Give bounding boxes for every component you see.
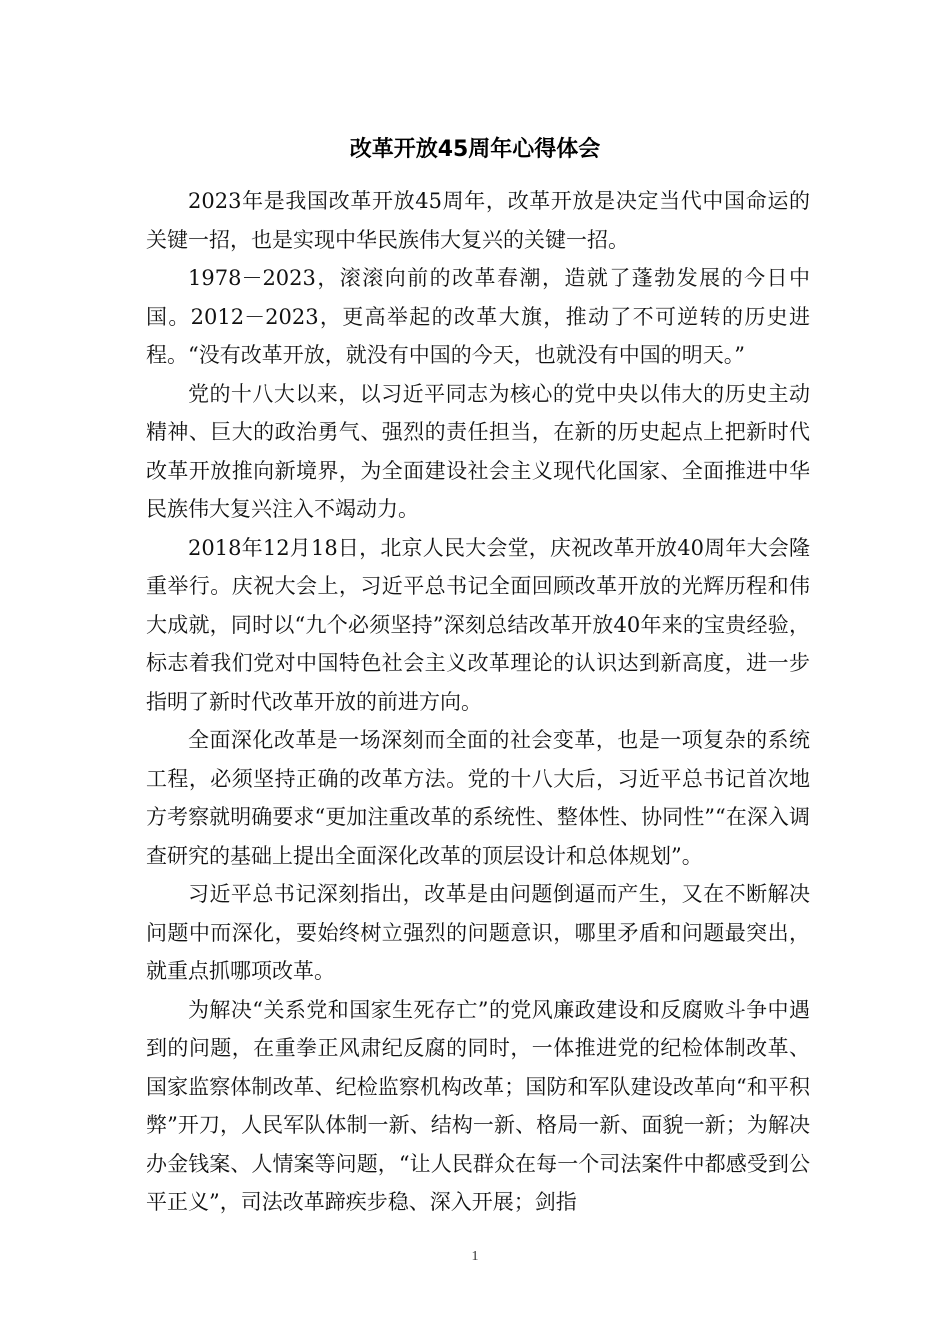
document-body	[146, 182, 810, 1222]
paragraph: 习近平总书记深刻指出，改革是由问题倒逼而产生，又在不断解决问题中而深化，要始终树立强烈的问题意识，哪里矛盾和问题最突出，就重点抓哪项改革。	[146, 882, 810, 983]
paragraph: 党的十八大以来，以习近平同志为核心的党中央以伟大的历史主动精神、巨大的政治勇气、强烈的责任担当，在新的历史起点上把新时代改革开放推向新境界，为全面建设社会主义现代化国家、全面推进中华民族伟大复兴注入不竭动力。	[146, 381, 810, 521]
document-title: 改革开放45周年心得体会	[349, 137, 601, 162]
page-number: 1	[471, 1249, 479, 1264]
paragraph: 全面深化改革是一场深刻而全面的社会变革，也是一项复杂的系统工程，必须坚持正确的改革方法。党的十八大后，习近平总书记首次地方考察就明确要求“更加注重改革的系统性、整体性、协同性”“在深入调查研究的基础上提出全面深化改革的顶层设计和总体规划”。	[146, 728, 810, 868]
paragraph: 2023年是我国改革开放45周年，改革开放是决定当代中国命运的关键一招，也是实现中华民族伟大复兴的关键一招。	[146, 189, 810, 252]
paragraph: 为解决“关系党和国家生死存亡”的党风廉政建设和反腐败斗争中遇到的问题，在重拳正风肃纪反腐的同时，一体推进党的纪检体制改革、国家监察体制改革、纪检监察机构改革；国防和军队建设改革向“和平积弊”开刀，人民军队体制一新、结构一新、格局一新、面貌一新；为解决办金钱案、人情案等问题，“让人民群众在每一个司法案件中都感受到公平正义”，司法改革蹄疾步稳、深入开展；剑指	[146, 997, 810, 1214]
paragraph: 2018年12月18日，北京人民大会堂，庆祝改革开放40周年大会隆重举行。庆祝大会上，习近平总书记全面回顾改革开放的光辉历程和伟大成就，同时以“九个必须坚持”深刻总结改革开放40年来的宝贵经验，标志着我们党对中国特色社会主义改革理论的认识达到新高度，进一步指明了新时代改革开放的前进方向。	[146, 535, 810, 714]
paragraph: 1978－2023，滚滚向前的改革春潮，造就了蓬勃发展的今日中国。2012－2023，更高举起的改革大旗，推动了不可逆转的历史进程。“没有改革开放，就没有中国的今天，也就没有中国的明天。”	[146, 266, 810, 367]
